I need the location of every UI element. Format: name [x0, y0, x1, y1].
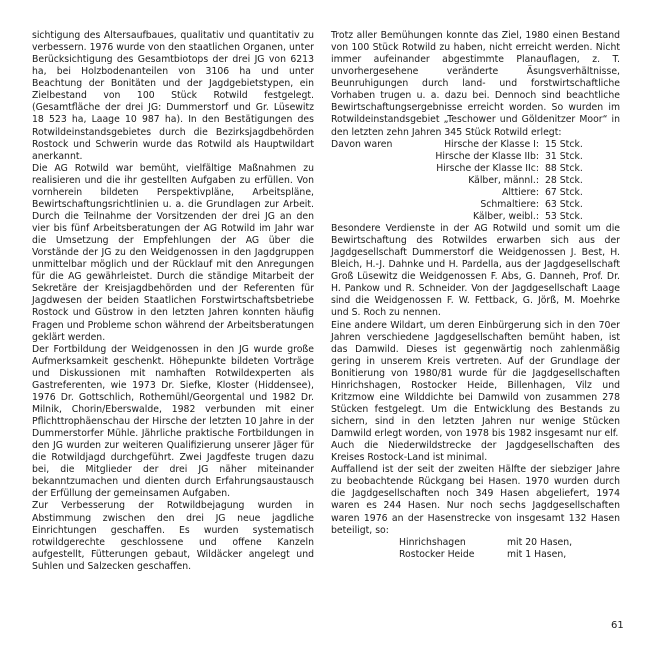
right-paragraph-honors: Besondere Verdienste in der AG Rotwild und somit um die Bewirtschaftung des Rotwildes erwarben sich aus der Jagdgesellschaft Dummerstorf die Weidgenossen J. Best, H. Bleich, H.-J. Dahnke und H. Pardella, aus der Jagdgesellschaft Groß Lüsewitz die Weidgenossen F. Abs, G. Danneh, Prof. Dr. H. Pankow und R. Schneider. Von der Jagdgesellschaft Laage sind die Weidgenossen F. W. Fettback, G. Jörß, M. Moehrke und S. Roch zu nennen. [331, 223, 620, 319]
hare-list-table [399, 537, 572, 561]
left-paragraph-2: Die AG Rotwild war bemüht, vielfältige Maßnahmen zu realisieren und die ihr gestellten Aufgaben zu erfüllen. Von vornherein bildeten Perspektivpläne, Arbeitspläne, Bewirtschaftungsrichtlinien u. a. die Grundlagen zur Arbeit. Durch die Teilnahme der Vorsitzenden der drei JG an den vier bis fünf Arbeitsberatungen der AG Rotwild im Jahr war die Umsetzung der Empfehlungen der AG über die Vorstände der JG zu den Weidgenossen in den Jagdgruppen unmittelbar möglich und der Rücklauf mit den Anregungen für die AG gewährleistet. Durch die ständige Mitarbeit der Sekretäre der Kreisjagdbehörden und der Referenten für Jagdwesen der beiden Staatlichen Forstwirtschaftsbetriebe Rostock und Güstrow in den letzten Jahren konnten häufig Fragen und Probleme schon während der Arbeitsberatungen geklärt werden. [32, 162, 314, 343]
hare-value: mit 1 Hasen, [507, 548, 567, 560]
right-intro-paragraph: Trotz aller Bemühungen konnte das Ziel, 1980 einen Bestand von 100 Stück Rotwild zu haben, nicht erreicht werden. Nicht immer aufeinander abgestimmte Planauflagen, z. T. unvorhergesehene veränderte Äsungsverhältnisse, Beunruhigungen durch land- und forstwirtschaftliche Vorhaben trugen u. a. dazu bei. Dennoch sind beachtliche Bewirtschaftungsergebnisse erreicht worden. So wurden im Rotwildeinstandsgebiet „Teschower und Göldenitzer Moor“ in den letzten zehn Jahren 345 Stück Rotwild erlegt: [331, 30, 620, 138]
hare-value: mit 20 Hasen, [507, 536, 573, 548]
table-row [399, 549, 572, 561]
kill-category: Hirsche der Klasse IIb: [435, 150, 539, 162]
kill-count: 28 Stck. [545, 174, 583, 186]
kill-count: 67 Stck. [545, 186, 583, 198]
right-column [331, 30, 620, 561]
left-paragraph-1: sichtigung des Altersaufbaues, qualitativ und quantitativ zu verbessern. 1976 wurde von den staatlichen Organen, unter Berücksichtigung des Gesamtbiotops der drei JG von 6213 ha, bei Holzbodenanteilen von 3106 ha und unter Beachtung der Bonitäten und der Jagdgebietstypen, ein Zielbestand von 100 Stück Rotwild festgelegt. (Gesamtfläche der drei JG: Dummerstorf und Gr. Lüsewitz 18 523 ha, Laage 10 987 ha). In den Bestätigungen des Rotwildeinstandsgebietes durch die Bezirksjagdbehörden Rostock und Schwerin wurde das Rotwild als Hauptwildart anerkannt. [32, 30, 314, 162]
hare-place: Rostocker Heide [399, 548, 475, 560]
right-paragraph-hasen: Auffallend ist der seit der zweiten Hälfte der siebziger Jahre zu beobachtende Rückgang bei Hasen. 1970 wurden durch die Jagdgesellschaften noch 349 Hasen abgeliefert, 1974 waren es 244 Hasen. Nur noch sechs Jagdgesellschaften waren 1976 an der Hasenstrecke von insgesamt 132 Hasen beteiligt, so: [331, 464, 620, 536]
kill-count: 63 Stck. [545, 198, 583, 210]
kill-count: 15 Stck. [545, 138, 583, 150]
table-row [331, 199, 615, 211]
kill-count: 53 Stck. [545, 210, 583, 222]
table-row [331, 151, 615, 163]
kill-category: Alttiere: [501, 186, 539, 198]
right-paragraph-niederwild: Auch die Niederwildstrecke der Jagdgesellschaften des Kreises Rostock-Land ist minimal. [331, 440, 620, 464]
table-row [331, 175, 615, 187]
hare-place: Hinrichshagen [399, 536, 466, 548]
left-column [32, 30, 314, 573]
kill-category: Hirsche der Klasse IIc: [436, 162, 539, 174]
left-paragraph-4: Zur Verbesserung der Rotwildbejagung wurden in Abstimmung zwischen den drei JG neue jagdliche Einrichtungen geschaffen. Es wurden systematisch rotwildgerechte geschlossene und offene Kanzeln aufgestellt, Fütterungen gebaut, Wildäcker angelegt und Suhlen und Salzecken geschaffen. [32, 500, 314, 572]
table-row [331, 139, 615, 151]
table-row [331, 187, 615, 199]
table-row [399, 537, 572, 549]
kill-category: Kälber, männl.: [468, 174, 539, 186]
kill-category: Schmaltiere: [480, 198, 539, 210]
kill-category: Kälber, weibl.: [472, 210, 539, 222]
kill-category: Hirsche der Klasse I: [444, 138, 539, 150]
table-row [331, 163, 615, 175]
kill-statistics-table [331, 139, 615, 223]
kill-count: 88 Stck. [545, 162, 583, 174]
kill-prefix: Davon waren [331, 138, 393, 150]
right-paragraph-damwild: Eine andere Wildart, um deren Einbürgerung sich in den 70er Jahren verschiedene Jagdgesellschaften bemüht haben, ist das Damwild. Dieses ist gegenwärtig noch zahlenmäßig gering in unserem Kreis vertreten. Auf der Grundlage der Bonitierung von 1980/81 wurde für die Jagdgesellschaften Hinrichshagen, Rostocker Heide, Billenhagen, Vilz und Kritzmow eine Wilddichte bei Damwild von zusammen 278 Stücken festgelegt. Um die Entwicklung des Bestands zu sichern, sind in den letzten Jahren nur wenige Stücken Damwild erlegt worden, von 1978 bis 1982 insgesamt nur elf. [331, 319, 620, 440]
kill-count: 31 Stck. [545, 150, 583, 162]
table-row [331, 211, 615, 223]
page-number: 61 [611, 620, 624, 631]
left-paragraph-3: Der Fortbildung der Weidgenossen in den JG wurde große Aufmerksamkeit geschenkt. Höhepunkte bildeten Vorträge und Diskussionen mit namhaften Rotwildexperten als Gastreferenten, wie 1973 Dr. Siefke, Kloster (Hiddensee), 1976 Dr. Gottschlich, Rothemühl/Georgental und 1982 Dr. Milnik, Chorin/Eberswalde, 1982 verbunden mit einer Pflichttrophäenschau der Hirsche der letzten 10 Jahre in der Dummerstorfer Mühle. Jährliche praktische Fortbildungen in den JG wurden zur weiteren Qualifizierung unserer Jäger für die Rotwildjagd durchgeführt. Zwei Jagdfeste trugen dazu bei, die Mitglieder der drei JG näher miteinander bekanntzumachen und dienten durch Erfahrungsaustausch der Erfüllung der gemeinsamen Aufgaben. [32, 343, 314, 500]
